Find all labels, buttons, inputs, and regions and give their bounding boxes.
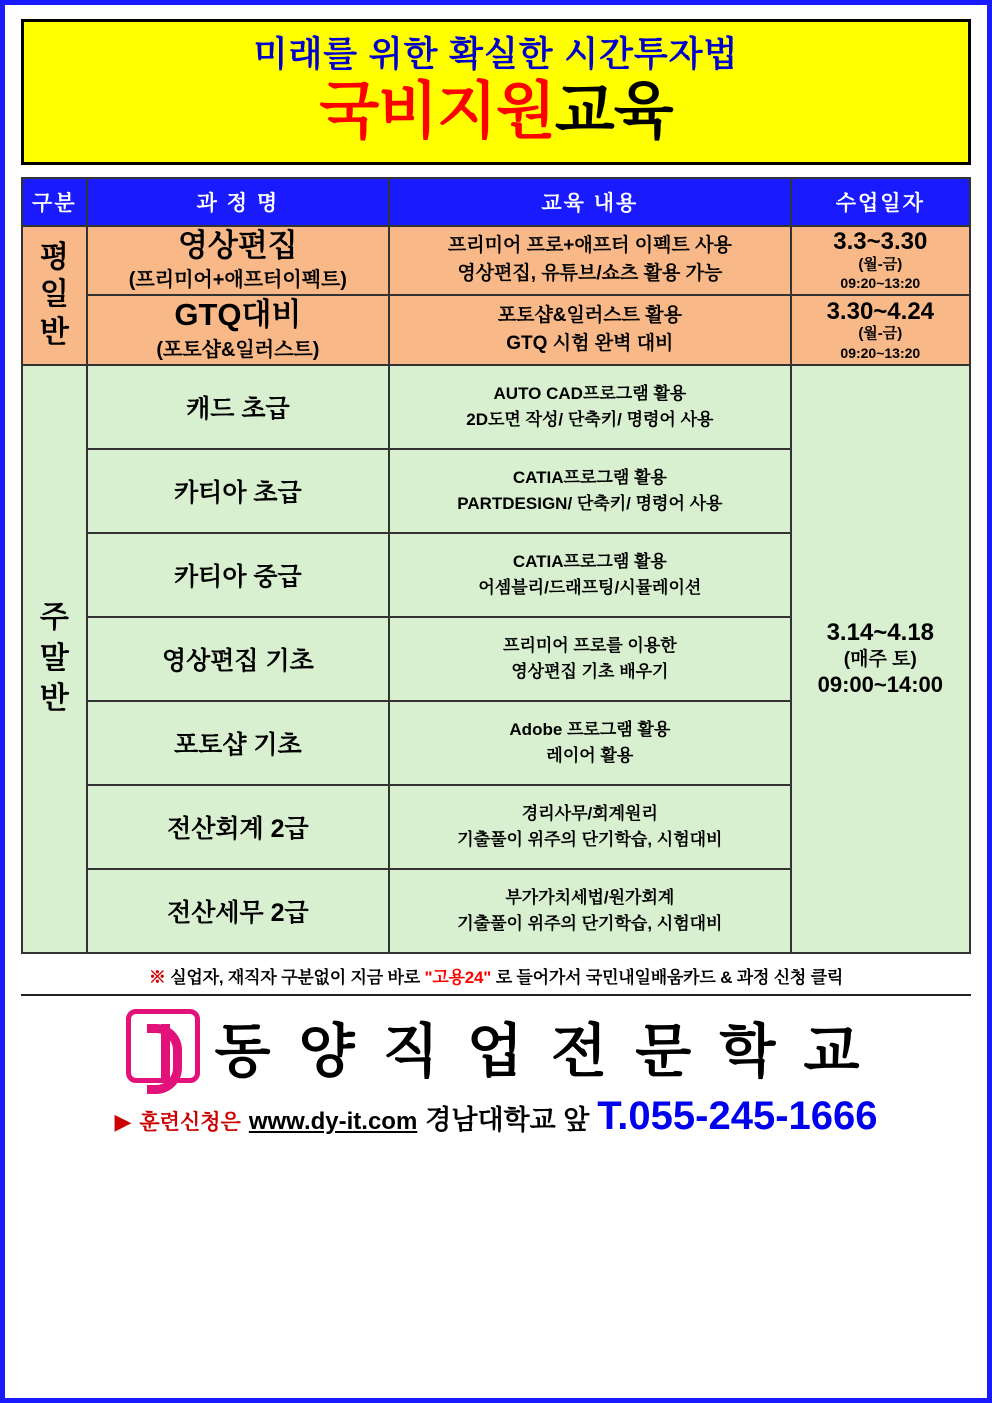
course-schedule-table (21, 177, 971, 954)
course-date-cell (791, 295, 970, 365)
asterisk-icon: ※ (148, 967, 166, 987)
course-name-cell (87, 226, 389, 296)
course-desc-line2: 레이어 활용 (546, 745, 634, 765)
course-date-days: (매주 토) (843, 648, 917, 670)
header-banner (21, 19, 971, 165)
banner-title (34, 76, 958, 146)
apply-label: 훈련신청은 (139, 1110, 241, 1134)
course-desc-line2: PARTDESIGN/ 단축키/ 명령어 사용 (457, 493, 723, 513)
course-desc-cell (389, 869, 791, 953)
division-weekday-label: 평 일 반 (22, 226, 87, 365)
phone-number[interactable]: T.055-245-1666 (597, 1093, 878, 1138)
course-desc-line1: 부가가치세법/원가회계 (505, 887, 675, 907)
course-desc-line1: 프리미어 프로를 이용한 (503, 635, 677, 655)
banner-title-black: 교육 (554, 76, 673, 146)
table-row (22, 295, 970, 365)
course-desc-line2: 어셈블리/드래프팅/시뮬레이션 (478, 577, 702, 597)
course-date-cell (791, 226, 970, 296)
course-desc-cell (389, 701, 791, 785)
course-desc-cell (389, 365, 791, 449)
course-desc-line2: 기출풀이 위주의 단기학습, 시험대비 (457, 829, 723, 849)
course-desc-line2: 2D도면 작성/ 단축키/ 명령어 사용 (466, 409, 714, 429)
school-name: 동 양 직 업 전 문 학 교 (214, 1018, 866, 1084)
course-name-main: 영상편집 (177, 227, 298, 263)
table-row (22, 365, 970, 449)
course-desc-line2: 영상편집, 유튜브/쇼츠 활용 가능 (457, 263, 723, 285)
course-name-cell: 캐드 초급 (87, 365, 389, 449)
course-desc-line2: 영상편집 기초 배우기 (511, 661, 669, 681)
course-date-range: 3.3~3.30 (833, 228, 928, 256)
course-desc-line1: 경리사무/회계원리 (521, 803, 658, 823)
course-name-cell: 영상편집 기초 (87, 617, 389, 701)
course-desc-line1: Adobe 프로그램 활용 (509, 719, 671, 739)
table-header-row (22, 178, 970, 226)
location-text: 경남대학교 앞 (425, 1104, 590, 1135)
course-desc-cell (389, 785, 791, 869)
course-desc-cell (389, 449, 791, 533)
footer (21, 994, 971, 1139)
header-course-name: 과 정 명 (87, 178, 389, 226)
note-part1: 실업자, 재직자 구분없이 지금 바로 (170, 967, 420, 987)
course-desc-line1: AUTO CAD프로그램 활용 (493, 383, 687, 403)
course-date-cell (791, 365, 970, 953)
header-division: 구분 (22, 178, 87, 226)
course-date-time: 09:20~13:20 (840, 345, 921, 362)
course-name-cell: 전산세무 2급 (87, 869, 389, 953)
course-name-cell: 카티아 중급 (87, 533, 389, 617)
banner-subtitle: 미래를 위한 확실한 시간투자법 (253, 35, 739, 74)
course-desc-line1: 프리미어 프로+애프터 이펙트 사용 (447, 234, 732, 256)
course-desc-cell (389, 226, 791, 296)
school-logo-icon (126, 1009, 200, 1083)
note-highlight: "고용24" (424, 967, 492, 987)
header-class-date: 수업일자 (791, 178, 970, 226)
course-date-time: 09:00~14:00 (817, 672, 943, 698)
course-name-cell (87, 295, 389, 365)
triangle-bullet-icon: ▶ (114, 1108, 132, 1134)
course-desc-cell (389, 533, 791, 617)
course-name-cell: 전산회계 2급 (87, 785, 389, 869)
course-desc-line1: 포토샵&일러스트 활용 (497, 304, 682, 326)
division-weekend-label: 주 말 반 (22, 365, 87, 953)
header-course-content: 교육 내용 (389, 178, 791, 226)
course-name-sub: (포토샵&일러스트) (156, 338, 320, 361)
course-desc-line2: 기출풀이 위주의 단기학습, 시험대비 (457, 913, 723, 933)
table-row (22, 226, 970, 296)
course-desc-line1: CATIA프로그램 활용 (512, 467, 667, 487)
course-desc-line2: GTQ 시험 완벽 대비 (506, 333, 674, 355)
contact-row (21, 1094, 971, 1139)
course-desc-line1: CATIA프로그램 활용 (512, 551, 667, 571)
course-desc-cell (389, 617, 791, 701)
course-date-range: 3.30~4.24 (826, 297, 935, 325)
course-date-time: 09:20~13:20 (840, 275, 921, 292)
note-part2: 로 들어가서 국민내일배움카드 & 과정 신청 클릭 (495, 967, 844, 987)
course-date-days: (월-금) (858, 255, 903, 273)
school-identity (21, 1004, 971, 1088)
course-desc-cell (389, 295, 791, 365)
course-name-main: GTQ대비 (174, 297, 302, 333)
course-name-cell: 카티아 초급 (87, 449, 389, 533)
application-note (21, 963, 971, 988)
course-date-days: (월-금) (858, 325, 903, 343)
course-date-range: 3.14~4.18 (826, 618, 935, 646)
banner-title-red: 국비지원 (319, 76, 555, 146)
course-name-cell: 포토샵 기초 (87, 701, 389, 785)
course-name-sub: (프리미어+애프터이펙트) (128, 269, 347, 292)
website-link[interactable]: www.dy-it.com (248, 1107, 418, 1135)
